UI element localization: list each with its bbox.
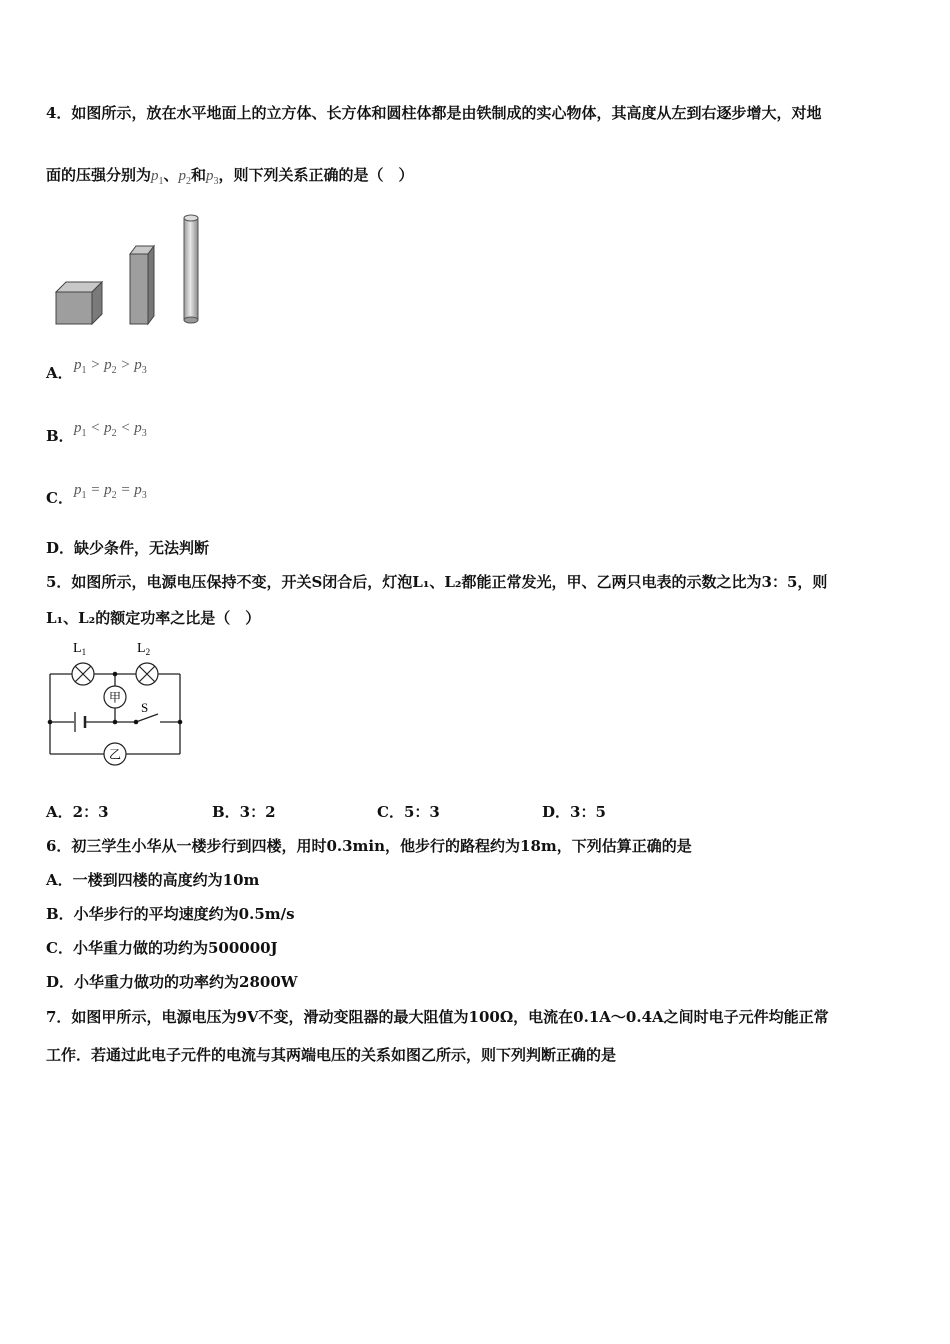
q7-line1: 7．如图甲所示，电源电压为9V不变，滑动变阻器的最大阻值为100Ω，电流在0.1A～0.4A之间时电子元件均能正常 [46, 1008, 829, 1026]
q6-option-d: D．小华重力做功的功率约为2800W [46, 973, 298, 991]
q4-sep-1: 、 [163, 166, 179, 184]
lamp-l1 [72, 663, 94, 685]
cube-shape [56, 282, 102, 324]
q4-option-c-label: C． [46, 489, 73, 507]
q5-circuit-diagram [40, 636, 200, 772]
q5-option-c: C．5：3 [377, 803, 440, 821]
cylinder-shape [184, 215, 198, 323]
q4-option-a-formula: $p_1 > p_2 > p_3$ [74, 357, 147, 376]
p3-symbol: $p_3$ [206, 168, 219, 187]
q4-option-b-formula: $p_1 < p_2 < p_3$ [74, 420, 147, 439]
label-switch: S [141, 700, 149, 715]
label-jia: 甲 [108, 690, 122, 705]
q6-option-b: B．小华步行的平均速度约为0.5m/s [46, 905, 295, 923]
q6-option-a: A．一楼到四楼的高度约为10m [46, 871, 260, 889]
label-yi: 乙 [108, 747, 122, 762]
q5-line2: L₁、L₂的额定功率之比是（ ） [46, 609, 261, 627]
cuboid-shape [130, 246, 154, 324]
q4-line2-pre: 面的压强分别为 [46, 166, 152, 184]
label-l2: $L_2$ [137, 641, 151, 657]
lamp-l2 [136, 663, 158, 685]
q4-and: 和 [191, 166, 207, 184]
q6-line1: 6．初三学生小华从一楼步行到四楼，用时0.3min，他步行的路程约为18m，下列估算正确的是 [46, 837, 692, 855]
q5-option-b: B．3：2 [212, 803, 276, 821]
q4-line2 [46, 164, 414, 187]
label-l1: $L_1$ [73, 641, 87, 657]
q4-option-c-formula: $p_1 = p_2 = p_3$ [74, 482, 147, 501]
q4-solids-figure [50, 208, 210, 330]
q4-option-a-label: A． [46, 364, 73, 382]
q4-line2-post: ，则下列关系正确的是（ ） [218, 166, 414, 184]
p2-symbol: $p_2$ [178, 168, 192, 187]
q7-line2: 工作．若通过此电子元件的电流与其两端电压的关系如图乙所示，则下列判断正确的是 [46, 1046, 617, 1064]
q5-option-d: D．3：5 [542, 803, 606, 821]
battery-symbol [75, 712, 85, 732]
p1-symbol: $p_1$ [151, 168, 164, 187]
q5-option-a: A．2：3 [46, 803, 109, 821]
q4-option-b-label: B． [46, 427, 74, 445]
q4-line1: 4．如图所示，放在水平地面上的立方体、长方体和圆柱体都是由铁制成的实心物体，其高度从左到右逐步增大，对地 [46, 104, 822, 122]
q6-option-c: C．小华重力做的功约为500000J [46, 939, 278, 957]
q5-line1: 5．如图所示，电源电压保持不变，开关S闭合后，灯泡L₁、L₂都能正常发光，甲、乙两只电表的示数之比为3：5，则 [46, 573, 828, 591]
q4-option-d: D．缺少条件，无法判断 [46, 539, 210, 557]
